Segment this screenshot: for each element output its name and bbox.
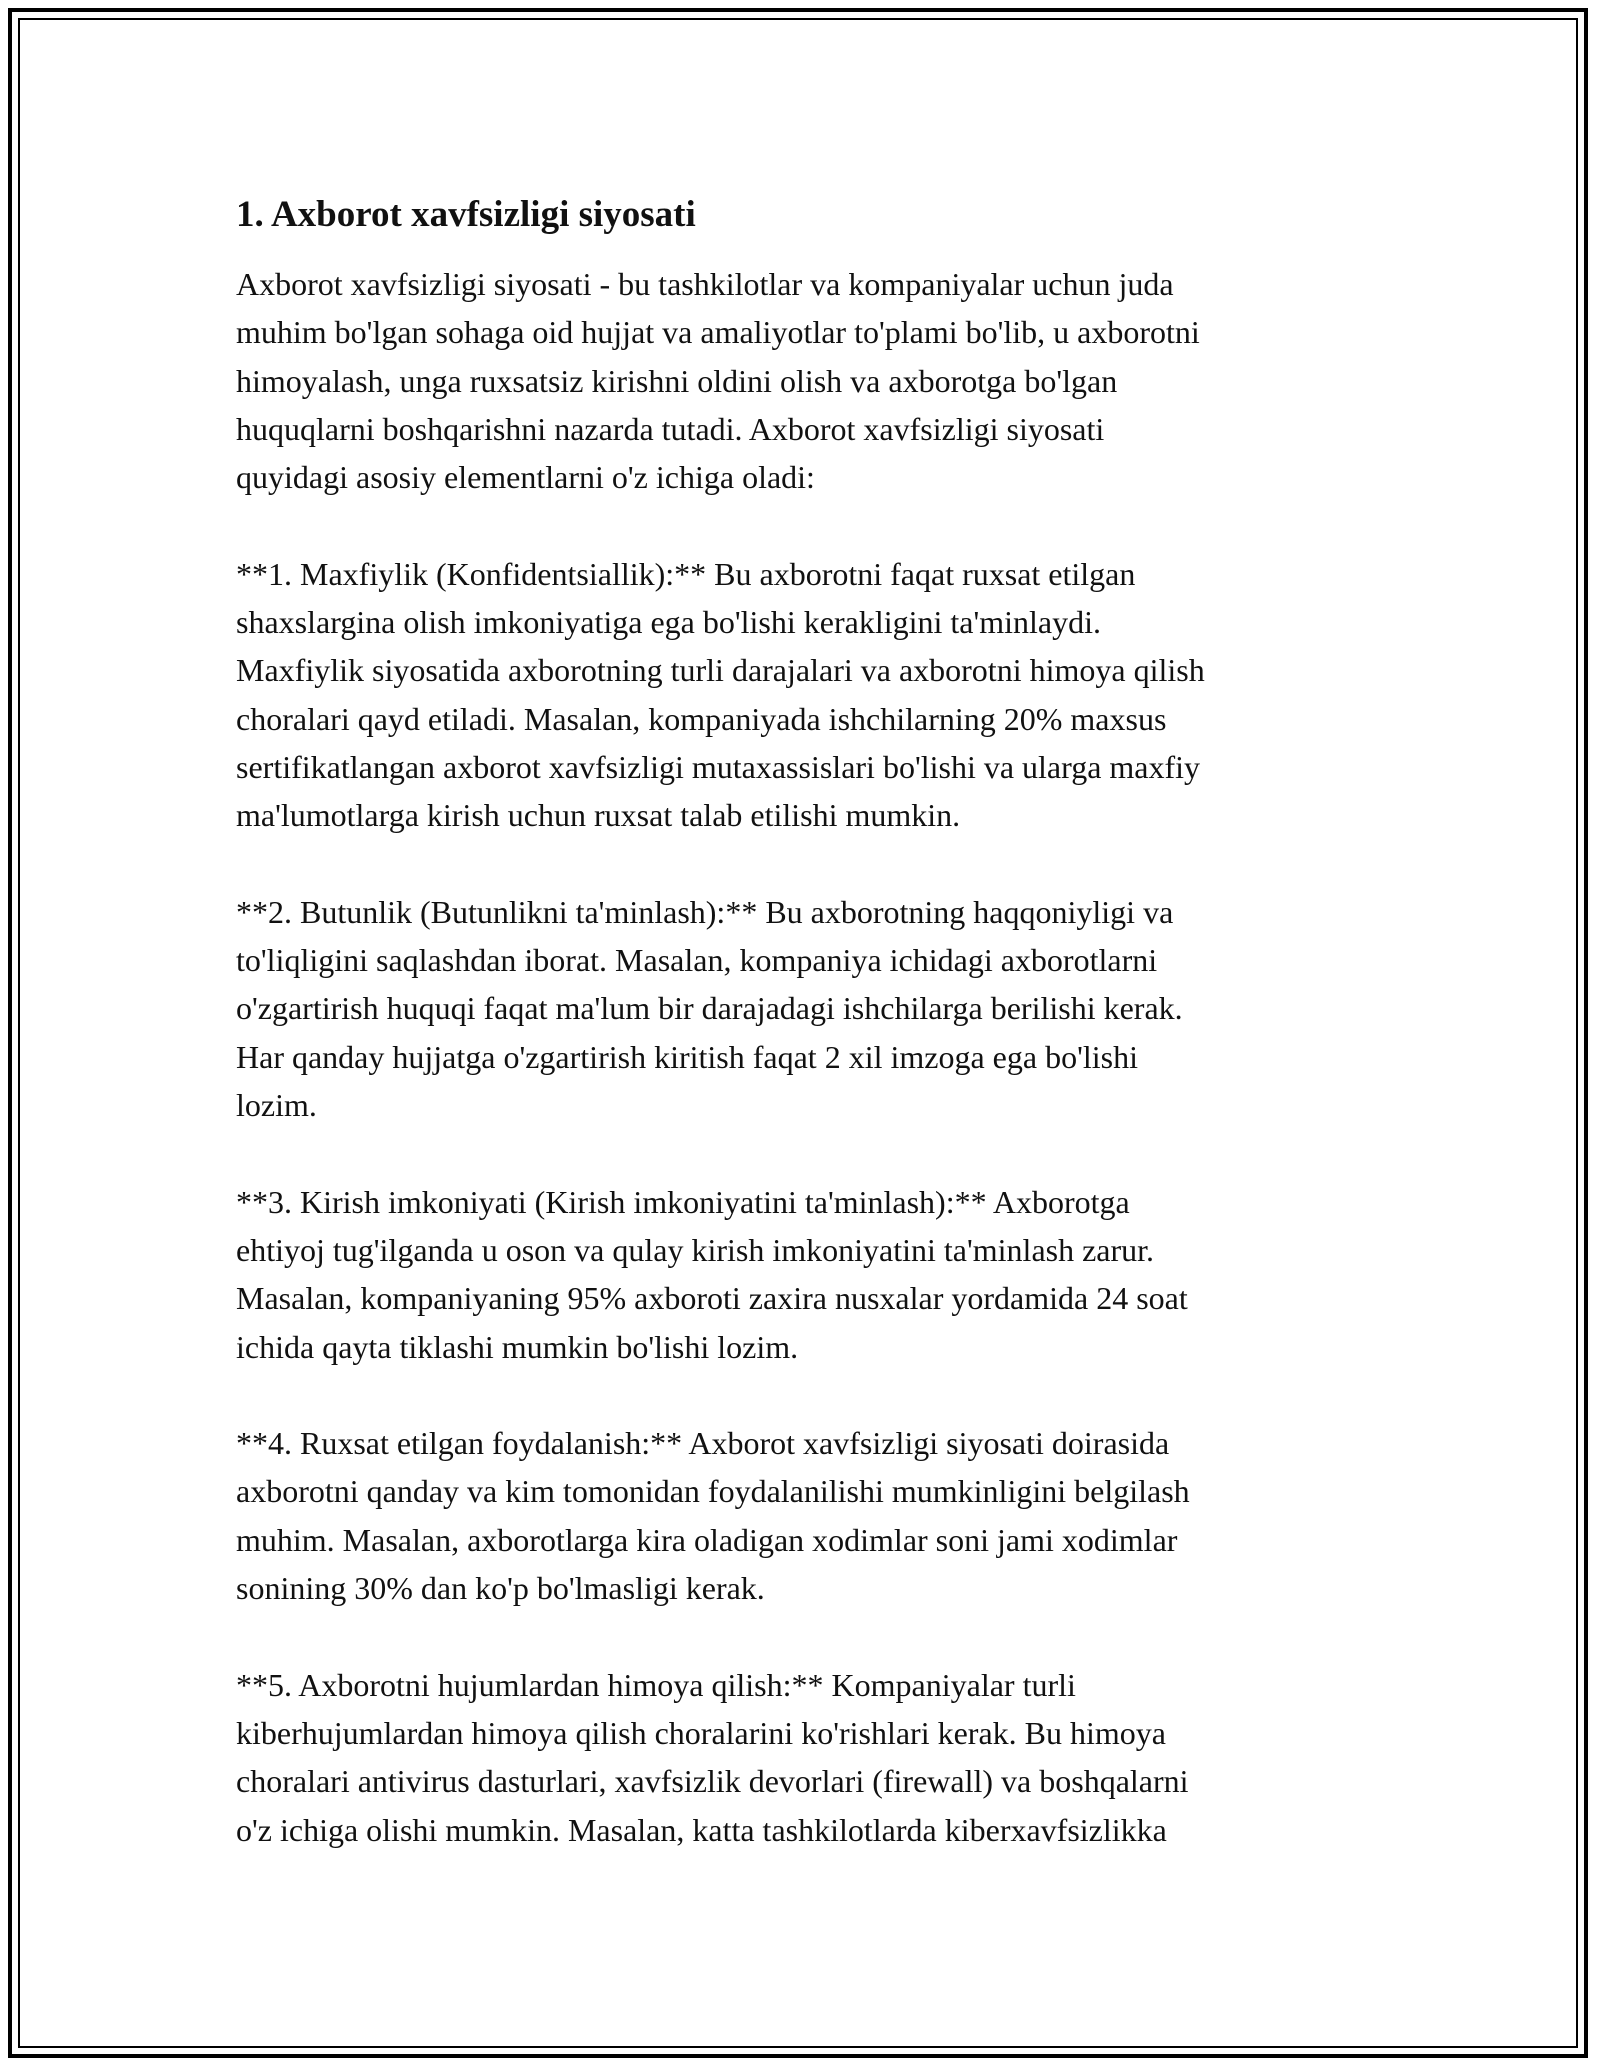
text-line: huquqlarni boshqarishni nazarda tutadi. Axborot xavfsizligi siyosati <box>236 410 1105 447</box>
paragraph-authorized-use <box>236 1419 1376 1612</box>
text-line: ehtiyoj tug'ilganda u oson va qulay kirish imkoniyatini ta'minlash zarur. <box>236 1231 1155 1268</box>
text-line: choralari qayd etiladi. Masalan, kompaniyada ishchilarning 20% maxsus <box>236 700 1167 737</box>
text-line: **2. Butunlik (Butunlikni ta'minlash):** Bu axborotning haqqoniyligi va <box>236 893 1174 930</box>
text-line: muhim. Masalan, axborotlarga kira oladigan xodimlar soni jami xodimlar <box>236 1521 1178 1558</box>
text-line: ma'lumotlarga kirish uchun ruxsat talab etilishi mumkin. <box>236 797 961 834</box>
text-line: sonining 30% dan ko'p bo'lmasligi kerak. <box>236 1570 765 1607</box>
text-line: o'z ichiga olishi mumkin. Masalan, katta tashkilotlarda kiberxavfsizlikka <box>236 1811 1167 1848</box>
document-body <box>236 190 1376 1854</box>
text-line: o'zgartirish huquqi faqat ma'lum bir darajadagi ishchilarga berilishi kerak. <box>236 990 1183 1027</box>
page-title: 1. Axborot xavfsizligi siyosati <box>236 194 696 235</box>
text-line: muhim bo'lgan sohaga oid hujjat va amaliyotlar to'plami bo'lib, u axborotni <box>236 314 1200 351</box>
text-line: kiberhujumlardan himoya qilish choralarini ko'rishlari kerak. Bu himoya <box>236 1714 1166 1751</box>
text-line: Masalan, kompaniyaning 95% axboroti zaxira nusxalar yordamida 24 soat <box>236 1280 1188 1317</box>
text-line: **1. Maxfiylik (Konfidentsiallik):** Bu axborotni faqat ruxsat etilgan <box>236 555 1136 592</box>
text-line: ichida qayta tiklashi mumkin bo'lishi lozim. <box>236 1328 799 1365</box>
text-line: **3. Kirish imkoniyati (Kirish imkoniyatini ta'minlash):** Axborotga <box>236 1183 1130 1220</box>
text-line: quyidagi asosiy elementlarni o'z ichiga oladi: <box>236 459 815 496</box>
text-line: himoyalash, unga ruxsatsiz kirishni oldini olish va axborotga bo'lgan <box>236 362 1118 399</box>
text-line: **4. Ruxsat etilgan foydalanish:** Axborot xavfsizligi siyosati doirasida <box>236 1425 1170 1462</box>
text-line: Axborot xavfsizligi siyosati - bu tashkilotlar va kompaniyalar uchun juda <box>236 266 1174 302</box>
text-line: **5. Axborotni hujumlardan himoya qilish:** Kompaniyalar turli <box>236 1666 1076 1703</box>
paragraph-attack-protection <box>236 1661 1376 1854</box>
text-line: choralari antivirus dasturlari, xavfsizlik devorlari (firewall) va boshqalarni <box>236 1763 1189 1800</box>
text-line: shaxslargina olish imkoniyatiga ega bo'lishi kerakligini ta'minlaydi. <box>236 604 1102 641</box>
paragraph-integrity <box>236 888 1376 1129</box>
paragraph-availability <box>236 1178 1376 1371</box>
text-line: sertifikatlangan axborot xavfsizligi mutaxassislari bo'lishi va ularga maxfiy <box>236 748 1201 785</box>
text-line: to'liqligini saqlashdan iborat. Masalan, kompaniya ichidagi axborotlarni <box>236 942 1158 979</box>
text-line: Har qanday hujjatga o'zgartirish kiritish faqat 2 xil imzoga ega bo'lishi <box>236 1038 1138 1075</box>
text-line: axborotni qanday va kim tomonidan foydalanilishi mumkinligini belgilash <box>236 1473 1190 1510</box>
paragraph-confidentiality <box>236 550 1376 840</box>
text-line: lozim. <box>236 1087 317 1124</box>
paragraph-intro <box>236 260 1376 501</box>
text-line: Maxfiylik siyosatida axborotning turli darajalari va axborotni himoya qilish <box>236 652 1205 689</box>
